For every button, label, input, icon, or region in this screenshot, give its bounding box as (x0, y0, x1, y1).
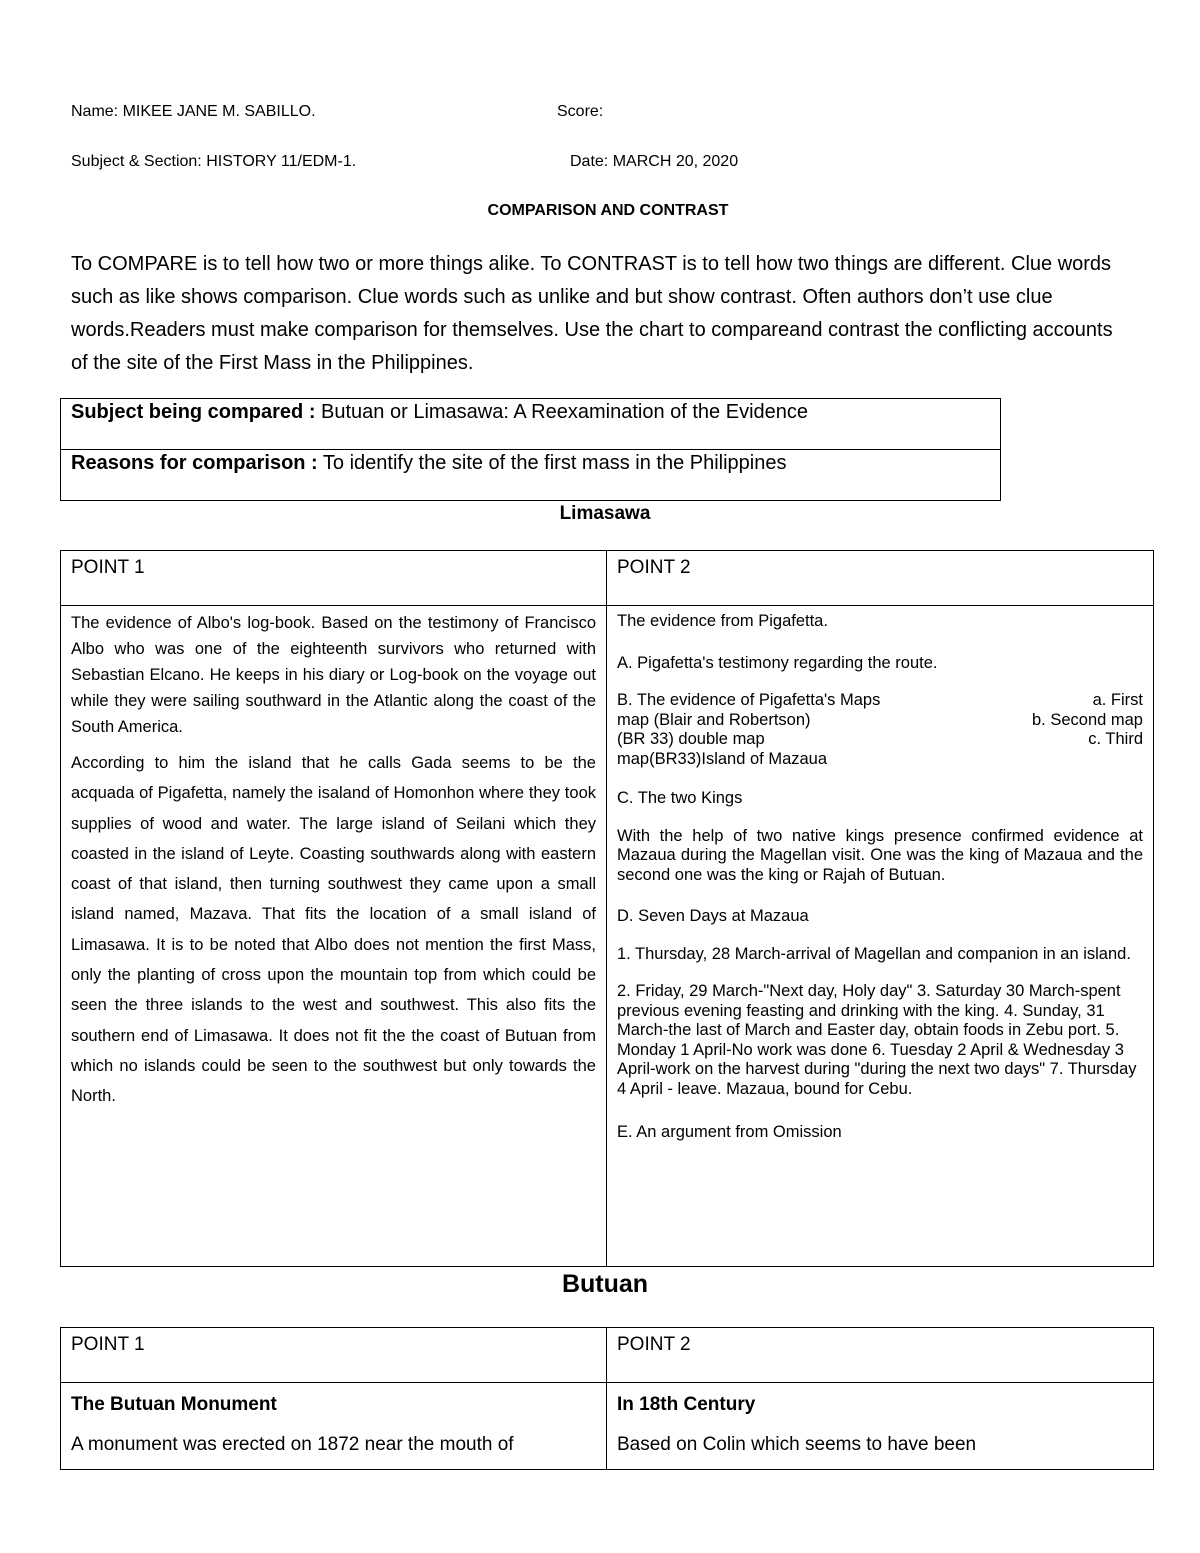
butuan-point2-header: POINT 2 (607, 1328, 1154, 1383)
limasawa-point2-header: POINT 2 (607, 551, 1154, 606)
maps-line-b: a. First (1092, 691, 1143, 709)
pigafetta-evidence: The evidence from Pigafetta. (617, 612, 828, 630)
page-title: COMPARISON AND CONTRAST (487, 202, 729, 219)
intro-text: To COMPARE is to tell how two or more things alike. To CONTRAST is to tell how two things are different. Clue words such as like shows comparison. Clue words such as unlike and but show contrast. Often authors don’t use clue words.Readers must make comparison for themselves. Use the chart to compareand contrast the conflicting accounts of the site of the First Mass in the Philippines. (71, 253, 1113, 374)
maps-line-d: b. Second map (1032, 710, 1143, 729)
subject-line (71, 153, 356, 171)
days-rest: 2. Friday, 29 March-"Next day, Holy day" 3. Saturday 30 March-spent previous evening feasting and drinking with the king. 4. Sunday, 31 March-the last of March and Easter day, obtain foods in Zebu port. 5. Monday 1 April-No work was done 6. Tuesday 2 April & Wednesday 3 April-work on the harvest during "during the next two days" 7. Thursday 4 April - leave. Mazaua, bound for Cebu. (617, 982, 1137, 1098)
date-line (570, 153, 738, 171)
limasawa-point1-cell (61, 606, 607, 1267)
butuan-point1-cell (61, 1383, 607, 1470)
albo-paragraph-2: According to him the island that he calls Gada seems to be the acquada of Pigafetta, namely the isaland of Homonhon where they took supplies of wood and water. The large island of Seilani which they coasted in the island of Leyte. Coasting southwards along with eastern coast of that island, then turning southwest they came upon a small island named, Mazava. That fits the location of a small island of Limasawa. It is to be noted that Albo does not mention the first Mass, only the planting of cross upon the mountain top from which could be seen the three islands to the west and southwest. This also fits the southern end of Limasawa. It does not fit the the coast of Butuan from which no islands could be seen to the southwest but only towards the North. (71, 754, 596, 1106)
maps-line-f: c. Third (1088, 730, 1143, 748)
butuan-monument-title: The Butuan Monument (71, 1394, 277, 1415)
butuan-point2-cell (607, 1383, 1154, 1470)
subject-row (61, 399, 1001, 450)
limasawa-heading: Limasawa (559, 503, 651, 524)
butuan-monument-text: A monument was erected on 1872 near the mouth of (71, 1434, 514, 1455)
omission-argument: E. An argument from Omission (617, 1123, 842, 1141)
eighteenth-century-title: In 18th Century (617, 1394, 756, 1415)
date-label: Date: (570, 153, 609, 170)
date-value: MARCH 20, 2020 (612, 153, 739, 170)
intro-paragraph (71, 248, 1131, 380)
butuan-table (60, 1327, 1154, 1470)
subject-label: Subject & Section: (71, 153, 202, 170)
limasawa-point1-header: POINT 1 (61, 551, 607, 606)
limasawa-point2-cell (607, 606, 1154, 1267)
maps-line-g: map(BR33)Island of Mazaua (617, 749, 828, 768)
pigafetta-maps (617, 691, 1143, 769)
limasawa-table (60, 550, 1154, 1267)
eighteenth-century-text: Based on Colin which seems to have been (617, 1434, 977, 1455)
day-1: 1. Thursday, 28 March-arrival of Magellan and companion in an island. (617, 944, 1131, 963)
pigafetta-route: A. Pigafetta's testimony regarding the route. (617, 653, 938, 672)
name-value: MIKEE JANE M. SABILLO. (122, 103, 316, 120)
reasons-label: Reasons for comparison : (71, 452, 318, 474)
reasons-row (61, 450, 1001, 501)
name-label: Name: (71, 103, 119, 120)
maps-line-c: map (Blair and Robertson) (617, 710, 811, 729)
kings-title: C. The two Kings (617, 789, 743, 807)
reasons-value: To identify the site of the first mass in the Philippines (317, 452, 787, 474)
days-title: D. Seven Days at Mazaua (617, 907, 809, 925)
kings-text: With the help of two native kings presence confirmed evidence at Mazaua during the Magellan visit. One was the king of Mazaua and the second one was the king or Rajah of Butuan. (617, 826, 1143, 884)
name-line (71, 103, 316, 121)
subject-box (60, 398, 1001, 501)
subject-value: HISTORY 11/EDM-1. (206, 153, 357, 170)
maps-line-e: (BR 33) double map (617, 730, 765, 748)
albo-paragraph-1: The evidence of Albo's log-book. Based on the testimony of Francisco Albo who was one of the eighteenth survivors who returned with Sebastian Elcano. He keeps in his diary or Log-book on the voyage out while they were sailing southward in the Atlantic along the coast of the South America. (71, 614, 596, 736)
butuan-heading: Butuan (561, 1270, 649, 1298)
subject-value: Butuan or Limasawa: A Reexamination of the Evidence (315, 401, 809, 423)
subject-label: Subject being compared : (71, 401, 316, 423)
butuan-point1-header: POINT 1 (61, 1328, 607, 1383)
score-label: Score: (557, 103, 604, 120)
maps-line-a: B. The evidence of Pigafetta's Maps (617, 691, 881, 709)
score-line (557, 103, 603, 121)
